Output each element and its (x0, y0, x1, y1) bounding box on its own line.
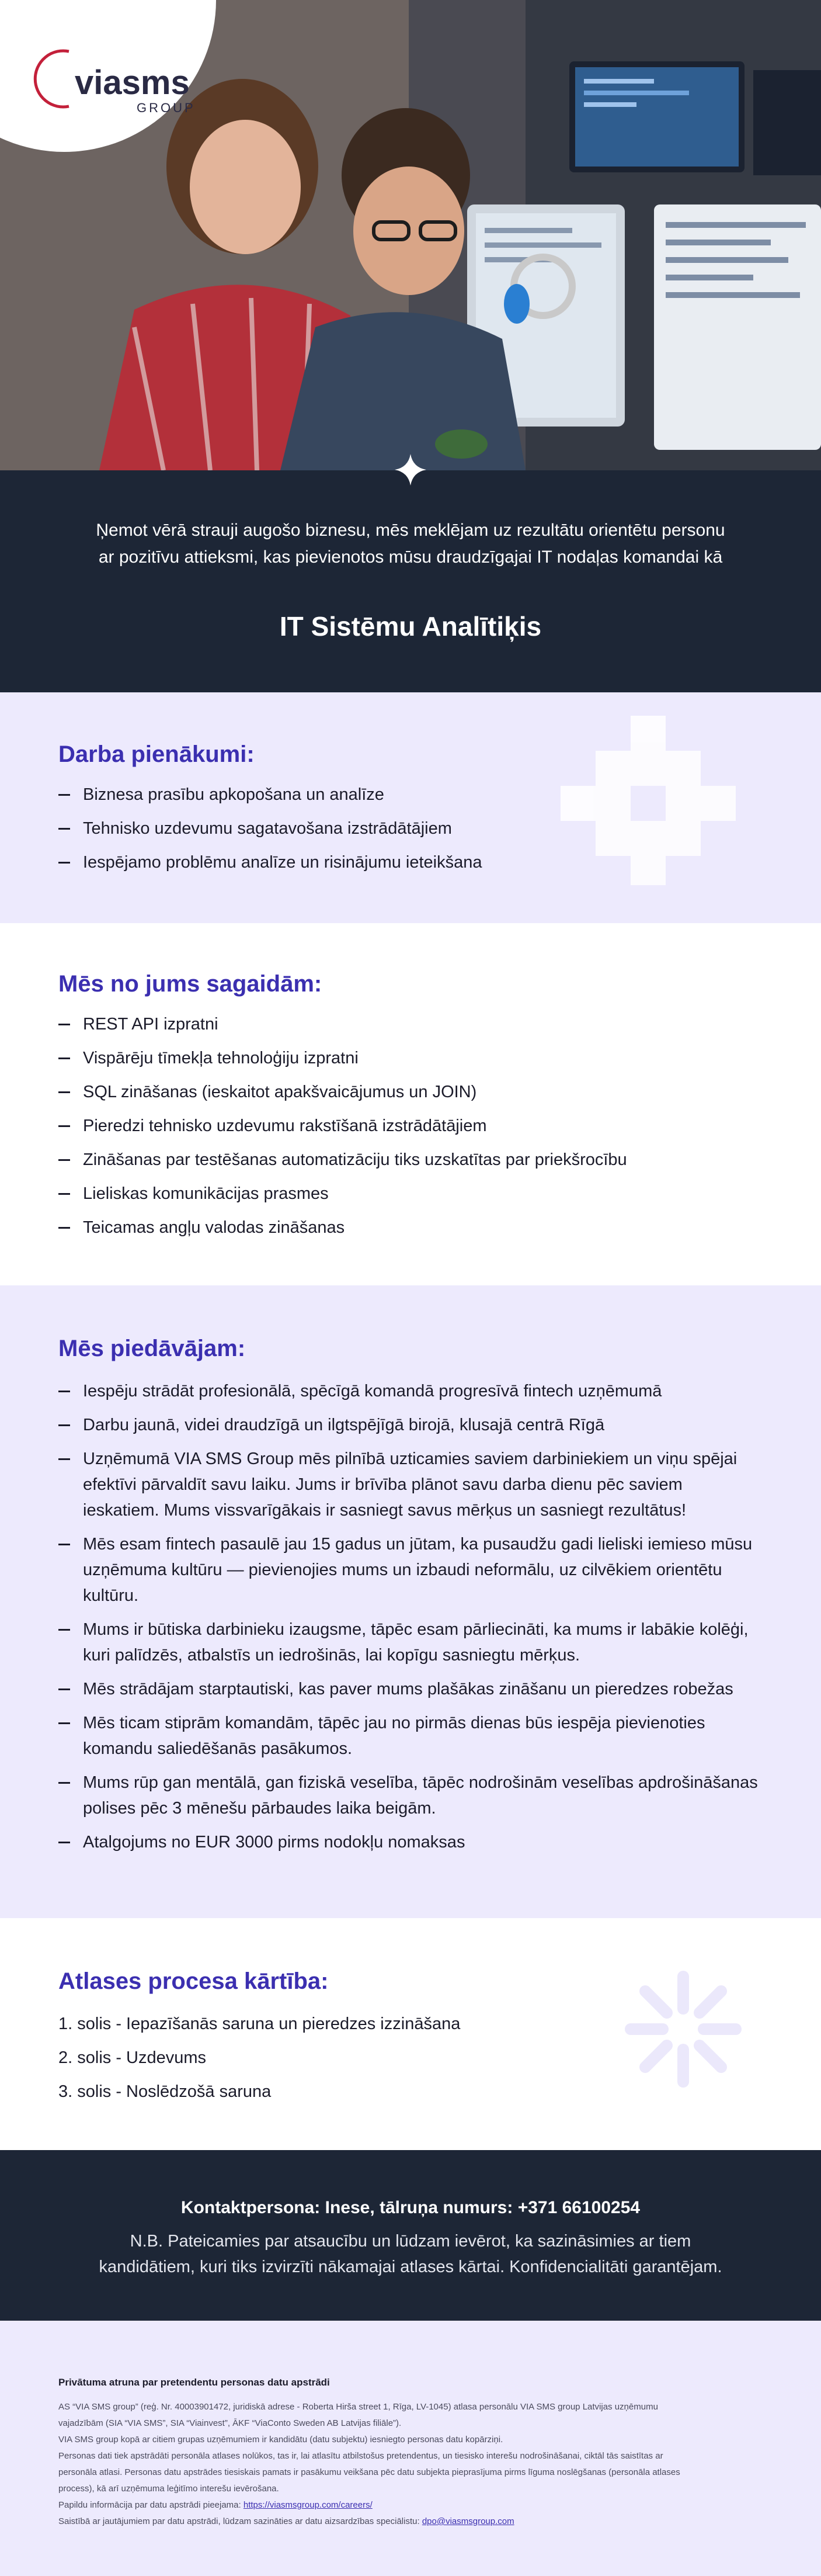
privacy-paragraph: AS “VIA SMS group” (reģ. Nr. 40003901472, juridiskā adrese - Roberta Hirša street 1, Rīga, LV-1045) atlasa personālu VIA SMS group Latvijas uzņēmumu vajadzībām (SIA “VIA SMS”, SIA “Viainvest”, ĀKF “ViaConto Sweden AB Latvijas filiāle”). (58, 2402, 658, 2428)
dash-icon (58, 1125, 70, 1127)
duties-heading: Darba pienākumi: (58, 741, 255, 767)
list-item: Iespēju strādāt profesionālā, spēcīgā komandā progresīvā fintech uzņēmumā (58, 1378, 763, 1404)
dash-icon (58, 1629, 70, 1631)
list-item: Mēs esam fintech pasaulē jau 15 gadus un jūtam, ka pusaudžu gadi lieliski iemieso mūsu uzņēmuma kultūru — pievienojies mums un izbaudi neformālu, uz cilvēkiem orientētu kultūru. (58, 1531, 763, 1608)
privacy-paragraph: Personas dati tiek apstrādāti personāla atlases nolūkos, tas ir, lai atlasītu atbilstošus pretendentus, un tiesisko interešu nodrošināšanai, ciktāl tās saistītas ar personāla atlasi. Personas datu apstrādes tiesiskais pamats ir pasākumu veikšana pēc datu subjekta pieprasījuma pirms līguma noslēgšanas (personāla atlases process), kā arī uzņēmuma leģitīmo interešu ievērošana. (58, 2451, 680, 2494)
list-item: Teicamas angļu valodas zināšanas (58, 1215, 763, 1240)
dpo-email-link[interactable]: dpo@viasmsgroup.com (422, 2516, 514, 2526)
contact-section (0, 2150, 821, 2321)
list-item: Pieredzi tehnisko uzdevumu rakstīšanā izstrādātājiem (58, 1113, 763, 1139)
logo-wordmark: viasms (75, 64, 190, 102)
logo-group-label: GROUP (137, 100, 196, 115)
contact-person: Kontaktpersona: Inese, tālruņa numurs: +371 66100254 (180, 2198, 641, 2217)
list-item: Mēs ticam stiprām komandām, tāpēc jau no pirmās dienas būs iespēja pievienoties komandu saliedēšanās pasākumos. (58, 1710, 763, 1762)
privacy-paragraph: VIA SMS group kopā ar citiem grupas uzņēmumiem ir kandidātu (datu subjektu) iesniegto personas datu kopārziņi. (58, 2435, 503, 2445)
step-item: 3. solis - Noslēdzošā saruna (58, 2082, 272, 2101)
offer-list (58, 1378, 763, 1855)
viasms-logo[interactable] (28, 41, 196, 117)
list-item: Vispārēju tīmekļa tehnoloģiju izpratni (58, 1045, 763, 1071)
privacy-paragraph: Papildu informācija par datu apstrādi pieejama: https://viasmsgroup.com/careers/ (58, 2500, 373, 2510)
dash-icon (58, 1193, 70, 1195)
step-item: 1. solis - Iepazīšanās saruna un pieredzes izzināšana (58, 2015, 461, 2033)
list-item: Uzņēmumā VIA SMS Group mēs pilnībā uzticamies saviem darbiniekiem un viņu spējai efektīvi pārvaldīt savu laiku. Jums ir brīvība plānot savu darba dienu pēc saviem ieskatiem. Mums vissvarīgākais ir sasniegt savus mērķus un sasniegt rezultātus! (58, 1446, 763, 1523)
list-item: Atalgojums no EUR 3000 pirms nodokļu nomaksas (58, 1829, 763, 1855)
dash-icon (58, 1782, 70, 1784)
list-item: Darbu jaunā, videi draudzīgā un ilgtspējīgā birojā, klusajā centrā Rīgā (58, 1412, 763, 1438)
process-heading: Atlases procesa kārtība: (58, 1968, 329, 1994)
offer-heading: Mēs piedāvājam: (58, 1336, 246, 1361)
contact-note: N.B. Pateicamies par atsaucību un lūdzam ievērot, ka sazināsimies ar tiem kandidātiem, kuri tiks izvirzīti nākamajai atlases kārtai. Konfidencialitāti garantējam. (99, 2232, 722, 2276)
list-item: Mums ir būtiska darbinieku izaugsme, tāpēc esam pārliecināti, ka mums ir labākie kolēģi, kuri palīdzēs, atbalstīs un iedrošinās, lai kopīgu sasniegtu mērķus. (58, 1617, 763, 1668)
dash-icon (58, 1091, 70, 1093)
hero-banner (0, 0, 821, 470)
process-steps (58, 2011, 763, 2105)
process-section (0, 1918, 821, 2150)
sparkle-icon (395, 454, 426, 486)
privacy-heading: Privātuma atruna par pretendentu personas datu apstrādi (58, 2377, 330, 2388)
duties-list (58, 782, 763, 875)
dash-icon (58, 1391, 70, 1392)
dash-icon (58, 1227, 70, 1229)
requirements-list (58, 1011, 763, 1240)
intro-section (0, 470, 821, 692)
dash-icon (58, 1689, 70, 1690)
privacy-section (0, 2321, 821, 2576)
offer-section (0, 1285, 821, 1918)
list-item: Iespējamo problēmu analīze un risinājumu ieteikšana (58, 850, 763, 875)
requirements-section (0, 923, 821, 1285)
logo-arc-icon (28, 41, 81, 117)
intro-text: Ņemot vērā strauji augošo biznesu, mēs meklējam uz rezultātu orientētu personu ar pozitīvu attieksmi, kas pievienotos mūsu draudzīgajai IT nodaļas komandai kā (96, 521, 725, 567)
list-item: Biznesa prasību apkopošana un analīze (58, 782, 763, 807)
list-item: Mums rūp gan mentālā, gan fiziskā veselība, tāpēc nodrošinām veselības apdrošināšanas polises pēc 3 mēnešu pārbaudes laika beigām. (58, 1770, 763, 1821)
list-item: Zināšanas par testēšanas automatizāciju tiks uzskatītas par priekšrocību (58, 1147, 763, 1173)
dash-icon (58, 1722, 70, 1724)
duties-section (0, 692, 821, 923)
list-item: SQL zināšanas (ieskaitot apakšvaicājumus un JOIN) (58, 1079, 763, 1105)
list-item: REST API izpratni (58, 1011, 763, 1037)
dash-icon (58, 828, 70, 830)
dash-icon (58, 1458, 70, 1460)
dash-icon (58, 1842, 70, 1843)
job-title: IT Sistēmu Analītiķis (279, 611, 542, 642)
list-item: Mēs strādājam starptautiski, kas paver mums plašākas zināšanu un pieredzes robežas (58, 1676, 763, 1702)
dash-icon (58, 1024, 70, 1025)
dash-icon (58, 862, 70, 864)
careers-link[interactable]: https://viasmsgroup.com/careers/ (243, 2500, 373, 2510)
step-item: 2. solis - Uzdevums (58, 2048, 207, 2067)
dash-icon (58, 1159, 70, 1161)
list-item: Tehnisko uzdevumu sagatavošana izstrādātājiem (58, 816, 763, 841)
dash-icon (58, 1544, 70, 1545)
requirements-heading: Mēs no jums sagaidām: (58, 971, 322, 997)
dash-icon (58, 1424, 70, 1426)
dash-icon (58, 794, 70, 796)
privacy-paragraph: Saistībā ar jautājumiem par datu apstrādi, lūdzam sazināties ar datu aizsardzības speciālistu: dpo@viasmsgroup.com (58, 2516, 514, 2526)
dash-icon (58, 1058, 70, 1059)
list-item: Lieliskas komunikācijas prasmes (58, 1181, 763, 1206)
